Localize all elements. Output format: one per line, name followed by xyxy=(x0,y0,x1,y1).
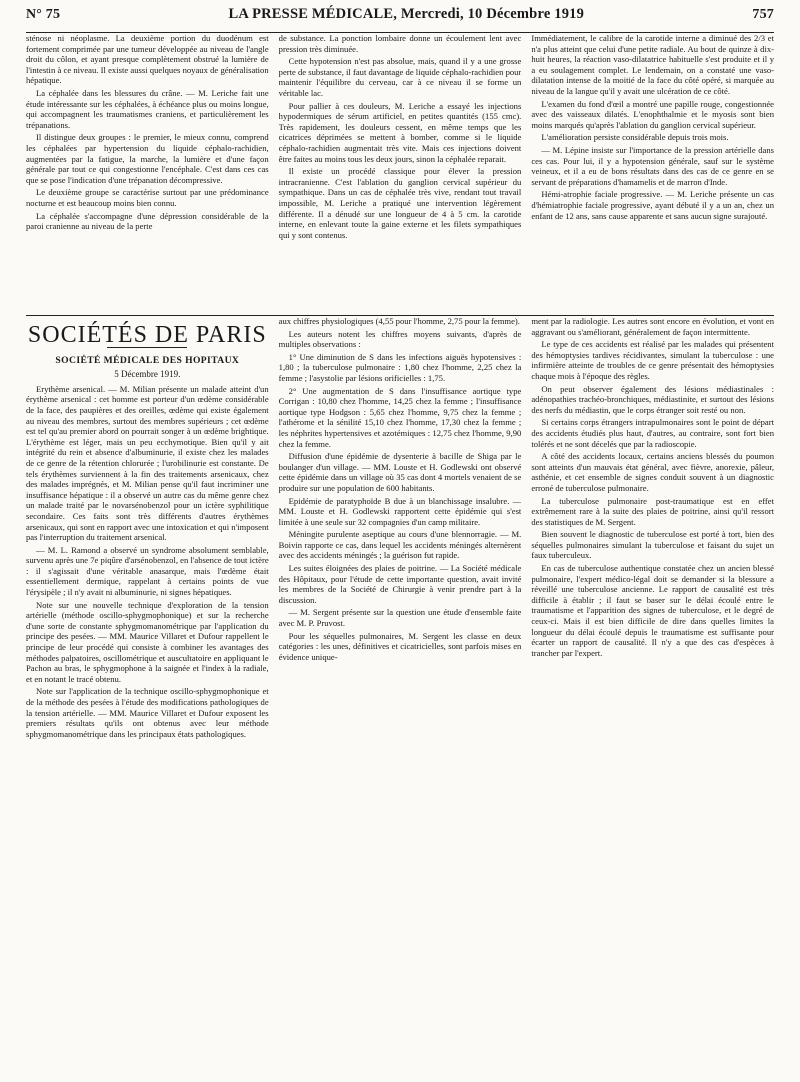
paragraph: A côté des accidents locaux, certains anciens blessés du poumon sont atteints d'un mauvais état général, avec fièvre, anorexie, pâleur, asthénie, et cet ensemble de signes conduit souvent à un diagnostic erroné de tuberculose pulmonaire. xyxy=(531,451,774,493)
bottom-column-2 xyxy=(279,316,522,1058)
issue-number: N° 75 xyxy=(26,7,61,22)
paragraph: Hémi-atrophie faciale progressive. — M. Leriche présente un cas d'hémiatrophie faciale progressive, ayant débuté il y a un an, chez un enfant de 12 ans, sans cause apparente et sans aucun signe surajouté. xyxy=(531,189,774,221)
paragraph: — M. Sergent présente sur la question une étude d'ensemble faite avec M. P. Pruvost. xyxy=(278,607,522,629)
running-header xyxy=(26,0,774,33)
paragraph: Pour les séquelles pulmonaires, M. Sergent les classe en deux catégories : les unes, définitives et cicatricielles, sont parfois mises en évidence unique- xyxy=(278,630,522,662)
paragraph: Il existe un procédé classique pour élever la pression intracranienne. C'est l'ablation du ganglion cervical supérieur du sympathique. Dans un cas de céphalée très vive, rendant tout travail impossible, M. Leriche a pratiqué une intervention légèrement différente. Il a dénudé sur une longueur de 4 à 5 cm. la carotide interne, en enlevant toute la gaine externe et les filets sympathiques qui y sont contenus. xyxy=(278,166,522,240)
societies-heading: SOCIÉTÉS DE PARIS xyxy=(27,322,267,348)
paragraph: — M. Lépine insiste sur l'importance de la pression artérielle dans ces cas. Pour lui, il y a hypotension générale, sauf sur le système veineux, et il a eu de bons résultats dans des cas de ce genre en se servant de préparations d'hamamelis et de marron d'Inde. xyxy=(531,144,774,187)
paragraph: Note sur l'application de la technique oscillo-sphygmophonique et de la méthode des pesées à l'étude des modifications pathologiques de la tension artérielle. — MM. Maurice Villaret et Dufour exposent les premiers résultats qu'ils ont obtenus avec leur méthode sphygmomanométrique dans les principaux états pathologiques. xyxy=(26,686,269,739)
paragraph: La céphalée s'accompagne d'une dépression considérable de la paroi cranienne au niveau de la perte xyxy=(26,210,269,232)
journal-title: LA PRESSE MÉDICALE, Mercredi, 10 Décembre 1919 xyxy=(228,6,585,22)
top-column-3 xyxy=(531,33,774,309)
paragraph: La tuberculose pulmonaire post-traumatique est en effet extrêmement rare à la suite des plaies de poitrine, ainsi qu'il ressort des statistiques de M. Sergent. xyxy=(531,495,774,527)
paragraph: Note sur une nouvelle technique d'exploration de la tension artérielle (méthode oscillo-sphygmophonique) et sur la recherche d'une sorte de constante sphygmomanométrique par l'application du principe des pesées. — MM. Maurice Villaret et Dufour rappellent le principe de leur procédé qui consiste à combiner les avantages des méthodes palpatoires, oscillométrique et auscultatoire en appliquant le Pachon au bras, le sphygmophone à la saignée et l'index à la radiale, et en notant le tracé obtenu. xyxy=(26,599,269,684)
paragraph: La céphalée dans les blessures du crâne. — M. Leriche fait une étude intéressante sur les céphalées, à échéance plus ou moins longue, qui accompagnent les traumatismes craniens, et particulièrement les trépanations. xyxy=(26,87,269,130)
top-column-2 xyxy=(279,33,522,309)
paragraph: — M. L. Ramond a observé un syndrome absolument semblable, survenu après une 7e piqûre d'arsénobenzol, en l'absence de tout ictère : il s'agissait d'une véritable anasarque, mais l'œdème était essentiellement dermique, rappelant à certains points de vue l'érysipèle ; il n'y avait ni albuminurie, ni signes hépatiques. xyxy=(26,544,269,598)
paragraph: Epidémie de paratyphoïde B due à un blanchissage insalubre. — MM. Louste et H. Godlewski rapportent cette épidémie qui s'est limitée à une seule sur 32 compagnies d'un camp militaire. xyxy=(278,495,522,527)
paragraph: Immédiatement, le calibre de la carotide interne a diminué des 2/3 et n'a plus atteint que celui d'une petite radiale. Au bout de quinze à dix-huit heures, la réaction vaso-dilatatrice habituelle s'est produite et il y a eu soulagement complet. Le lendemain, on a constaté une vaso-dilatation intense de la moitié de la face du côté opéré, si marquée au niveau de la langue qu'il y avait une ulcération de ce côté. xyxy=(531,33,774,96)
paragraph: L'amélioration persiste considérable depuis trois mois. xyxy=(541,132,729,143)
paragraph: Diffusion d'une épidémie de dysenterie à bacille de Shiga par le boulanger d'un village. — MM. Louste et H. Godlewski ont observé cette épidémie dans un village où 35 cas dont 4 mortels venaient de se produire sur une population de 600 habitants. xyxy=(278,451,522,493)
paragraph: 2° Une augmentation de S dans l'insuffisance aortique type Corrigan : 10,80 chez l'homme, 14,25 chez la femme ; l'insuffisance aortique type Hodgson : 5,65 chez l'homme, 9,75 chez la femme ; l'athérome et la sénilité 15,10 chez l'homme, 17,30 chez la femme ; les néphrites hypertensives et azotémiques : 12,75 chez l'homme, 9,90 chez la femme. xyxy=(278,385,522,449)
paragraph: Les auteurs notent les chiffres moyens suivants, d'après de multiples observations : xyxy=(278,328,522,350)
page-number: 757 xyxy=(752,7,774,22)
paragraph: Le deuxième groupe se caractérise surtout par une prédominance nocturne et est beaucoup moins bien connu. xyxy=(26,187,269,208)
paragraph: Le type de ces accidents est réalisé par les malades qui présentent des hémoptysies tardives récidivantes, simulant la tuberculose : une infirmière atteinte de troubles de ce genre présentait des hémoptysies chaque mois à l'époque des règles. xyxy=(531,339,774,381)
paragraph: Si certains corps étrangers intrapulmonaires sont le point de départ des accidents étudiés plus haut, d'autres, au contraire, sont fort bien tolérés et ne sont décelés que par la radioscopie. xyxy=(531,417,774,449)
paragraph: On peut observer également des lésions médiastinales : adénopathies trachéo-bronchiques, médiastinite, et surtout des lésions des nerfs du médiastin, que le corps étranger soit resté ou non. xyxy=(531,383,774,415)
session-date: 5 Décembre 1919. xyxy=(114,369,181,380)
paragraph: En cas de tuberculose authentique constatée chez un ancien blessé pulmonaire, l'expert médico-légal doit se demander si la blessure a réveillé une tuberculose ancienne. Le rapport de causalité est très difficile à établir ; il faut se baser sur le délai écoulé entre le traumatisme et l'apparition des signes de tuberculose, et le degré de ceux-ci. Mais il est bien difficile de dire dans quelles limites la longueur du délai écoulé depuis le traumatisme est suffisante pour écarter un rapport de causalité. Il n'y a que des cas d'espèces à trancher par l'expert. xyxy=(531,563,774,658)
top-column-1 xyxy=(26,33,269,309)
top-columns xyxy=(26,33,774,309)
paragraph: aux chiffres physiologiques (4,55 pour l'homme, 2,75 pour la femme). xyxy=(278,316,520,326)
paragraph: ment par la radiologie. Les autres sont encore en évolution, et vont en aggravant ou s'améliorant, généralement de façon intermittente. xyxy=(531,316,774,337)
paragraph: sténose ni néoplasme. La deuxième portion du duodénum est fortement comprimée par une tumeur développée au niveau de l'angle droit du côlon, et ayant presque complètement obstrué la lumière de l'intestin à ce niveau. Il existe aussi quelques noyaux de généralisation hépatique. xyxy=(26,33,269,86)
paragraph: de substance. La ponction lombaire donne un écoulement lent avec pression très diminuée. xyxy=(278,33,522,54)
paragraph: Il distingue deux groupes : le premier, le mieux connu, comprend les céphalées par hypertension du liquide céphalo-rachidien, augmentées par la fatigue, la marche, la lumière et d'une façon générale par tout ce qui congestionne l'encéphale. C'est dans ces cas que se pose l'indication d'une trépanation décompressive. xyxy=(26,132,269,185)
society-subheading: SOCIÉTÉ MÉDICALE DES HOPITAUX xyxy=(55,354,240,366)
bottom-column-1 xyxy=(26,316,269,1058)
paragraph: Pour pallier à ces douleurs, M. Leriche a essayé les injections hypodermiques de sérum artificiel, en petites quantités (155 cmc). Très rapidement, les douleurs cessent, en même temps que les cicatrices déprimées se mettent à bomber, comme si le liquide céphalo-rachidien augmentait très vite. Mais ces injections doivent être faites au moins tous les deux jours, sinon la céphalée reparait. xyxy=(278,100,522,164)
paragraph: Erythème arsenical. — M. Milian présente un malade atteint d'un érythème arsenical : cet homme est porteur d'un œdème considérable de la face, des paupières et des oreilles, œdème qui existe également au niveau des membres, surtout des membres supérieurs ; cet œdème est tel qu'au premier abord on pourrait songer à un œdème brightique. L'érythème est léger, mais un peu ecchymotique. Bien qu'il y ait intégrité du rein et absence d'albuminurie, il existe chez les malades de ce genre de la rétention chlorurée ; l'urobilinurie est constante. De tels érythèmes surviennent à la fin des traitements arsenicaux, chez des malades imprégnés, et M. Milian pense qu'il faut incriminer une insuffisance hépatique : il a observé un autre cas du même genre chez un malade traité par le novarsénobenzol pour un ictère syphilitique secondaire. Ces faits sont très différents d'autres érythèmes arsenicaux, qui sont en rapport avec une intoxication et qui n'imposent pas l'interruption du traitement arsenical. xyxy=(26,383,269,543)
paragraph: Les suites éloignées des plaies de poitrine. — La Société médicale des Hôpitaux, pour l'étude de cette importante question, avait invité les membres de la Société de Chirurgie à venir prendre part à la discussion. xyxy=(278,563,522,605)
paragraph: 1° Une diminution de S dans les infections aiguës hypotensives : 1,80 ; la tuberculose pulmonaire : 1,80 chez l'homme, 2,25 chez la femme ; l'asystolie par lésions orificielles : 1,75. xyxy=(278,351,522,383)
paragraph: Bien souvent le diagnostic de tuberculose est porté à tort, bien des séquelles pulmonaires simulant la tuberculose et faisant du sujet un faux tuberculeux. xyxy=(531,529,774,561)
bottom-column-3 xyxy=(531,316,774,1058)
bottom-columns xyxy=(26,316,774,1058)
paragraph: Méningite purulente aseptique au cours d'une blennorragie. — M. Boivin rapporte ce cas, dans lequel les accidents méningés alternèrent avec des accidents méningés ; la guérison fut rapide. xyxy=(278,529,522,561)
paragraph: L'examen du fond d'œil a montré une papille rouge, congestionnée avec des vaisseaux dilatés. L'enophthalmie et le myosis sont bien moins marqués qu'après l'ablation du ganglion cervical supérieur. xyxy=(531,98,774,130)
paragraph: Cette hypotension n'est pas absolue, mais, quand il y a une grosse perte de substance, il faut davantage de liquide céphalo-rachidien pour maintenir l'équilibre du cerveau, car à ce niveau il se forme un véritable lac. xyxy=(278,56,522,98)
